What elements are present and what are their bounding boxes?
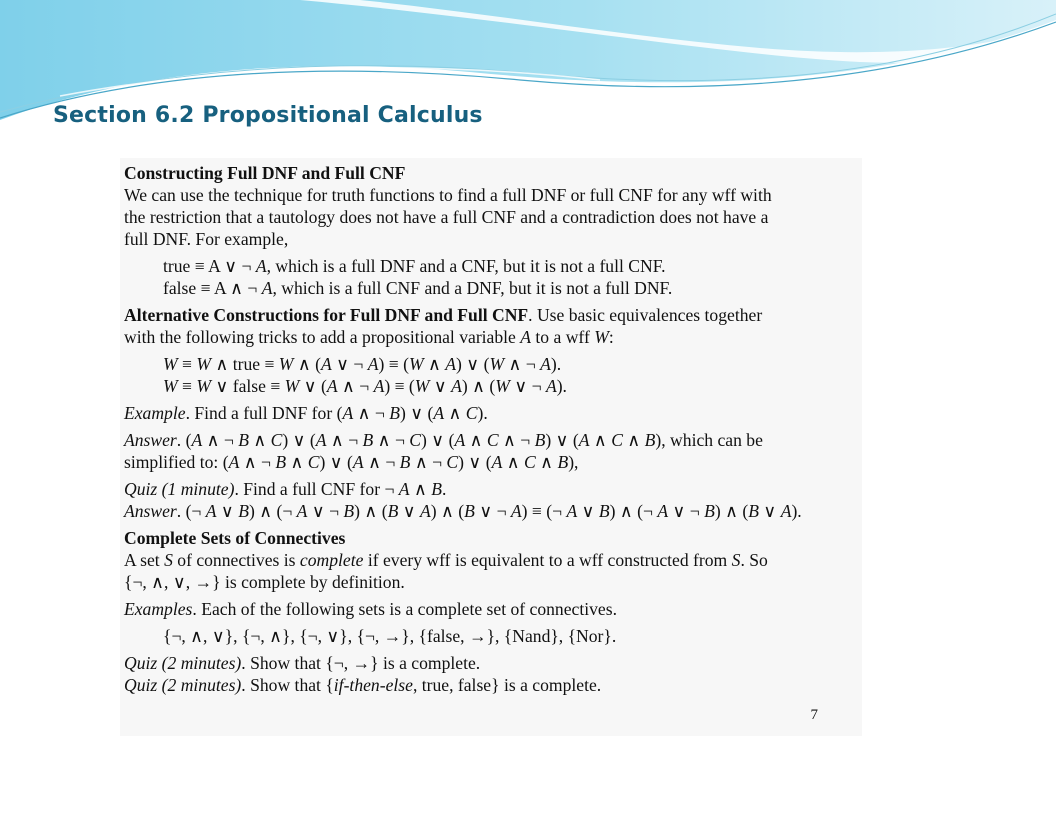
text-segment: ∨ ¬ [668,501,705,521]
text-segment: A [491,452,503,472]
text-line [124,304,862,326]
text-segment: ∧ [444,403,466,423]
text-segment: ) ∨ ( [399,403,434,423]
text-segment: B [598,501,610,521]
text-segment: B [238,430,249,450]
text-segment: Example [124,403,186,423]
text-segment: of connectives is [172,550,300,570]
text-segment: , which is a full DNF and a CNF, but it is not a full CNF. [266,256,666,276]
text-segment: We can use the technique for truth functions to find a full DNF or full CNF for any wff with [124,185,772,205]
text-segment: ∨ ¬ [509,376,546,396]
text-segment: A [420,501,431,521]
text-segment: B [748,501,759,521]
text-line [124,326,862,348]
text-segment: Quiz (2 minutes) [124,653,242,673]
text-segment: ∧ ¬ [337,376,374,396]
text-segment: W [163,376,178,396]
text-segment: W [196,376,212,396]
document-body [124,162,862,696]
text-segment: Complete Sets of Connectives [124,528,346,548]
text-segment: B [464,501,475,521]
scanned-document-excerpt [120,158,862,736]
text-line [124,255,862,277]
text-segment: B [275,452,287,472]
text-segment: ), [568,452,579,472]
text-segment: ) ∧ (¬ [248,501,297,521]
text-segment: A [296,501,308,521]
text-segment: A [326,376,338,396]
text-line [124,598,862,620]
text-segment: ) ≡ ( [378,354,409,374]
text-segment: {¬, ∧, ∨}, {¬, ∧}, {¬, ∨}, {¬, →}, {false, →}, {Nand}, {Nor}. [163,626,617,646]
text-segment: C [524,452,536,472]
text-segment: A [445,354,457,374]
text-segment: A [367,354,379,374]
text-segment: Answer [124,501,177,521]
text-segment: A [352,452,364,472]
text-segment: . Use basic equivalences together [528,305,763,325]
section-heading [124,162,862,184]
text-segment: ∧ [535,452,558,472]
text-segment: ∧ [409,479,432,499]
text-segment: B [644,430,656,450]
text-segment: ≡ [177,376,197,396]
text-segment: ∨ [429,376,452,396]
text-line [124,184,862,206]
text-segment: ∨ ( [299,376,327,396]
text-line [124,571,862,593]
text-segment: A [315,430,327,450]
text-segment: C [465,403,478,423]
text-segment: ∧ ¬ [363,452,400,472]
text-segment: W [414,376,430,396]
text-segment: A [780,501,792,521]
text-segment: C [446,452,459,472]
text-segment: ∧ ¬ [326,430,363,450]
page-number: 7 [810,707,818,723]
text-line [124,625,862,647]
text-segment: ∧ ¬ [498,430,535,450]
text-segment: Alternative Constructions for Full DNF and Full CNF [124,305,529,325]
text-segment: ) ∧ ( [714,501,749,521]
text-line [124,652,862,674]
text-segment: ). [791,501,802,521]
text-segment: A [566,501,578,521]
text-segment: C [270,430,283,450]
text-segment: ). [550,354,562,374]
text-segment: , true, false} is a complete. [412,675,602,695]
text-segment: . Find a full DNF for ( [185,403,343,423]
text-segment: ). [477,403,488,423]
text-segment: ) ∨ ( [282,430,316,450]
text-line [124,206,862,228]
text-segment: B [387,501,399,521]
text-segment: C [409,430,422,450]
text-segment: ) ∨ ( [421,430,455,450]
text-segment: A [255,256,267,276]
text-segment: ≡ [177,354,197,374]
text-segment: false ≡ A ∧ ¬ [163,278,262,298]
text-segment: Quiz (2 minutes) [124,675,242,695]
text-segment: full DNF. For example, [124,229,289,249]
text-segment: B [534,430,546,450]
text-segment: . ( [176,430,192,450]
text-segment: ) ∧ (¬ [609,501,658,521]
text-segment: B [362,430,374,450]
text-segment: ∧ ¬ [373,430,410,450]
text-segment: A [398,479,410,499]
text-segment: . Find a full CNF for ¬ [234,479,399,499]
text-segment: ∧ [248,430,271,450]
text-segment: . Show that {¬, →} is a complete. [241,653,481,673]
text-segment: ) ∨ ( [458,452,492,472]
text-segment: ), which can be [655,430,763,450]
text-line [124,451,862,473]
text-segment: A [454,430,466,450]
text-segment: the restriction that a tautology does not have a full CNF and a contradiction does not have a [124,207,769,227]
text-segment: . Each of the following sets is a complete set of connectives. [192,599,617,619]
text-segment: W [284,376,300,396]
text-segment: Examples [124,599,193,619]
text-segment: ) ∧ ( [354,501,388,521]
text-line [124,353,862,375]
text-segment: A [578,430,590,450]
text-segment: B [389,403,400,423]
text-segment: A [205,501,217,521]
text-segment: A set [124,550,165,570]
text-segment: A [342,403,354,423]
text-segment: . (¬ [176,501,206,521]
text-segment: A [540,354,551,374]
text-segment: ∨ ¬ [331,354,368,374]
text-segment: C [486,430,499,450]
text-segment: complete [299,550,364,570]
text-line [124,500,862,522]
text-segment: A [321,354,332,374]
text-segment: . [441,479,447,499]
text-segment: ∧ ( [293,354,321,374]
text-segment: ) ≡ ( [384,376,415,396]
text-segment: ∧ ¬ [239,452,276,472]
text-segment: C [307,452,320,472]
text-segment: W [278,354,294,374]
section-heading [124,527,862,549]
text-segment: B [238,501,249,521]
text-segment: ∧ ¬ [202,430,239,450]
text-segment: ). [556,376,567,396]
text-segment: Constructing Full DNF and Full CNF [124,163,406,183]
text-segment: W [594,327,609,347]
text-segment: W [489,354,505,374]
text-segment: simplified to: ( [124,452,229,472]
text-segment: W [408,354,424,374]
text-segment: ∨ false ≡ [211,376,285,396]
text-segment: ∨ [216,501,239,521]
text-segment: ) ∧ ( [430,501,465,521]
text-line [124,277,862,299]
text-segment: ∧ ¬ [353,403,390,423]
text-segment: A [373,376,385,396]
text-segment: W [196,354,212,374]
text-line [124,402,862,424]
text-segment: B [431,479,442,499]
text-segment: C [611,430,623,450]
text-segment: ∧ [502,452,525,472]
text-line [124,549,862,571]
text-segment: if every wff is equivalent to a wff constructed from [363,550,732,570]
text-segment: A [261,278,273,298]
text-segment: B [704,501,715,521]
text-segment: ∧ [589,430,612,450]
text-segment: ∨ ¬ [307,501,344,521]
text-line [124,674,862,696]
text-segment: B [343,501,355,521]
text-line [124,478,862,500]
text-segment: A [510,501,522,521]
text-segment: ) ∨ ( [545,430,579,450]
text-segment: ∧ [286,452,308,472]
text-segment: A [433,403,445,423]
text-segment: to a wff [531,327,595,347]
text-segment: ) ∨ ( [456,354,490,374]
text-segment: W [495,376,510,396]
text-segment: ∧ [465,430,487,450]
text-segment: ∨ [398,501,421,521]
text-segment: W [163,354,178,374]
text-segment: ∨ [759,501,781,521]
text-segment: A [228,452,240,472]
text-segment: A [191,430,203,450]
text-segment: ∧ [423,354,446,374]
text-segment: A [545,376,557,396]
text-segment: ∧ [622,430,645,450]
text-segment: S [731,550,741,570]
text-line [124,429,862,451]
text-segment: : [608,327,614,347]
text-segment: if-then-else [333,675,413,695]
text-line [124,228,862,250]
text-segment: ) ∧ ( [461,376,496,396]
text-segment: Answer [124,430,177,450]
text-segment: ∧ true ≡ [211,354,279,374]
text-segment: ∨ ¬ [474,501,511,521]
text-segment: ∨ [577,501,599,521]
text-segment: Quiz (1 minute) [124,479,235,499]
text-segment: A [451,376,462,396]
text-segment: . So [740,550,768,570]
text-segment: , which is a full CNF and a DNF, but it is not a full DNF. [272,278,673,298]
text-segment: ∧ ¬ [504,354,541,374]
text-segment: . Show that { [241,675,334,695]
text-segment: A [520,327,532,347]
text-segment: true ≡ A ∨ ¬ [163,256,256,276]
text-segment: ∧ ¬ [410,452,447,472]
text-segment: with the following tricks to add a propositional variable [124,327,521,347]
text-segment: {¬, ∧, ∨, →} is complete by definition. [124,572,405,592]
text-segment: A [657,501,669,521]
slide-title: Section 6.2 Propositional Calculus [53,103,483,128]
text-segment: ) ∨ ( [319,452,353,472]
text-segment: B [557,452,569,472]
text-segment: S [164,550,173,570]
text-segment: B [399,452,411,472]
text-segment: ) ≡ (¬ [521,501,567,521]
text-line [124,375,862,397]
